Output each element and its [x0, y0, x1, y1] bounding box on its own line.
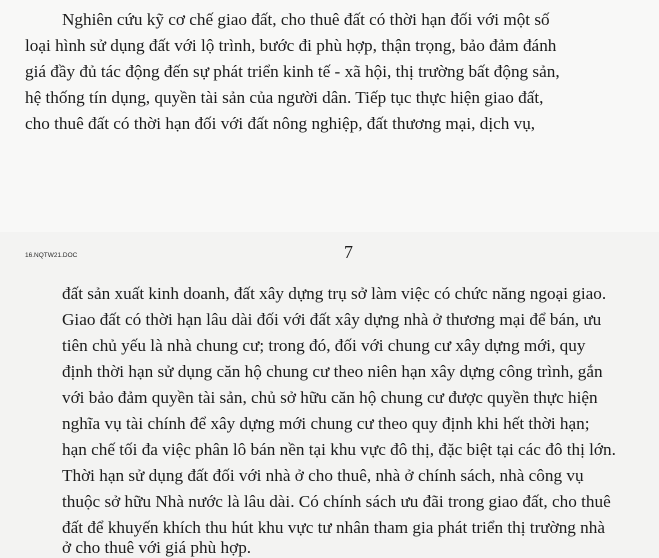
text-line: nghĩa vụ tài chính để xây dựng mới chung cư theo quy định khi hết thời hạn; — [62, 414, 590, 433]
text-line: thuộc sở hữu Nhà nước là lâu dài. Có chính sách ưu đãi trong giao đất, cho thuê — [62, 492, 611, 511]
page-top-section — [0, 0, 659, 232]
text-line: với bảo đảm quyền tài sản, chủ sở hữu căn hộ chung cư được quyền thực hiện — [62, 388, 598, 407]
text-line: hạn chế tối đa việc phân lô bán nền tại khu vực đô thị, đặc biệt tại các đô thị lớn. — [62, 440, 616, 459]
text-line: tiên chủ yếu là nhà chung cư; trong đó, đối với chung cư xây dựng mới, quy — [62, 336, 586, 355]
text-line: hệ thống tín dụng, quyền tài sản của người dân. Tiếp tục thực hiện giao đất, — [25, 88, 544, 107]
text-line: Nghiên cứu kỹ cơ chế giao đất, cho thuê đất có thời hạn đối với một số — [62, 10, 550, 29]
text-line: giá đầy đủ tác động đến sự phát triển kinh tế - xã hội, thị trường bất động sản, — [25, 62, 560, 81]
text-line: loại hình sử dụng đất với lộ trình, bước đi phù hợp, thận trọng, bảo đảm đánh — [25, 36, 557, 55]
text-line: ở cho thuê với giá phù hợp. — [62, 538, 252, 557]
text-line: Thời hạn sử dụng đất đối với nhà ở cho thuê, nhà ở chính sách, nhà công vụ — [62, 466, 584, 485]
text-line: cho thuê đất có thời hạn đối với đất nông nghiệp, đất thương mại, dịch vụ, — [25, 114, 536, 133]
file-name-footer: 16.NQTW21.DOC — [25, 252, 78, 259]
text-line: định thời hạn sử dụng căn hộ chung cư theo niên hạn xây dựng công trình, gắn — [62, 362, 603, 381]
text-line: đất sản xuất kinh doanh, đất xây dựng trụ sở làm việc có chức năng ngoại giao. — [62, 284, 607, 303]
page-number: 7 — [344, 242, 353, 262]
text-line: đất để khuyến khích thu hút khu vực tư nhân tham gia phát triển thị trường nhà — [62, 518, 606, 537]
text-line: Giao đất có thời hạn lâu dài đối với đất xây dựng nhà ở thương mại để bán, ưu — [62, 310, 602, 329]
